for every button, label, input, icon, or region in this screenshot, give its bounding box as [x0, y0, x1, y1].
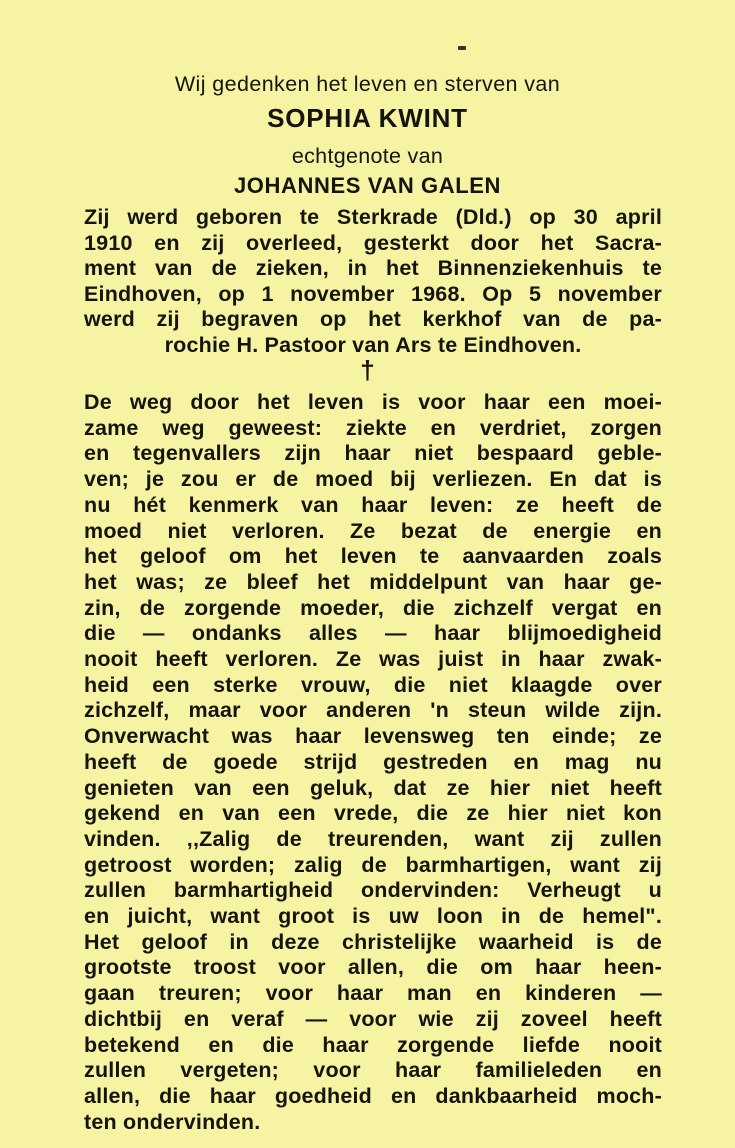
eulogy-line: zin, de zorgende moeder, die zichzelf vergat en — [84, 595, 662, 620]
eulogy-line: genieten van een geluk, dat ze hier niet heeft — [84, 775, 662, 800]
eulogy-line: Onverwacht was haar levensweg ten einde; ze — [84, 724, 662, 749]
eulogy-line: zullen vergeten; voor haar familieleden en — [84, 1058, 662, 1083]
biography-paragraph — [84, 205, 662, 358]
bio-line: Eindhoven, op 1 november 1968. Op 5 november — [84, 281, 662, 306]
eulogy-line: heeft de goede strijd gestreden en mag nu — [84, 749, 662, 774]
bio-line: werd zij begraven op het kerkhof van de pa- — [84, 307, 662, 331]
eulogy-line: vinden. ,,Zalig de treurenden, want zij zullen — [84, 826, 662, 851]
eulogy-line: nu hét kenmerk van haar leven: ze heeft de — [84, 492, 662, 517]
eulogy-line: gekend en van een vrede, die ze hier niet kon — [84, 801, 662, 826]
bio-line: Zij werd geboren te Sterkrade (Dld.) op 30 april — [84, 205, 662, 229]
print-speck — [458, 46, 466, 50]
cross-icon: † — [360, 355, 375, 385]
eulogy-line: Het geloof in deze christelijke waarheid is de — [84, 929, 662, 954]
eulogy-line: zullen barmhartigheid ondervinden: Verheugt u — [84, 878, 662, 903]
eulogy-line: die — ondanks alles — haar blijmoedigheid — [84, 621, 662, 646]
eulogy-line: getroost worden; zalig de barmhartigen, want zij — [84, 852, 662, 877]
eulogy-line: moed niet verloren. Ze bezat de energie en — [84, 518, 662, 543]
bio-line: ment van de zieken, in het Binnenziekenhuis te — [84, 256, 662, 280]
eulogy-line: nooit heeft verloren. Ze was juist in haar zwak- — [84, 647, 662, 672]
spouse-name: JOHANNES VAN GALEN — [233, 173, 502, 198]
bio-line: 1910 en zij overleed, gesterkt door het Sacra- — [84, 230, 662, 255]
eulogy-line: grootste troost voor allen, die om haar heen- — [84, 955, 662, 980]
eulogy-line: ven; je zou er de moed bij verliezen. En dat is — [84, 467, 662, 492]
eulogy-line: het geloof om het leven te aanvaarden zoals — [84, 544, 662, 569]
eulogy-line: zichzelf, maar voor anderen 'n steun wilde zijn. — [84, 698, 662, 723]
spouse-intro-line: echtgenote van — [291, 144, 444, 168]
bio-line: rochie H. Pastoor van Ars te Eindhoven. — [164, 332, 582, 357]
eulogy-line: gaan treuren; voor haar man en kinderen — — [84, 981, 662, 1006]
intro-line: Wij gedenken het leven en sterven van — [174, 72, 561, 96]
eulogy-line: De weg door het leven is voor haar een moei- — [84, 390, 662, 414]
eulogy-line: dichtbij en veraf — voor wie zij zoveel heeft — [84, 1006, 662, 1031]
eulogy-line: zame weg geweest: ziekte en verdriet, zorgen — [84, 415, 662, 440]
eulogy-line: allen, die haar goedheid en dankbaarheid moch- — [84, 1083, 662, 1108]
eulogy-line: en tegenvallers zijn haar niet bespaard geble- — [84, 441, 662, 466]
eulogy-paragraph — [84, 390, 662, 1135]
deceased-name: SOPHIA KWINT — [267, 103, 468, 133]
eulogy-line: en juicht, want groot is uw loon in de hemel". — [84, 904, 662, 929]
eulogy-line: betekend en die haar zorgende liefde nooit — [84, 1032, 662, 1057]
eulogy-line: ten ondervinden. — [84, 1109, 261, 1134]
eulogy-line: heid een sterke vrouw, die niet klaagde over — [84, 672, 662, 697]
eulogy-line: het was; ze bleef het middelpunt van haar ge- — [84, 569, 662, 594]
